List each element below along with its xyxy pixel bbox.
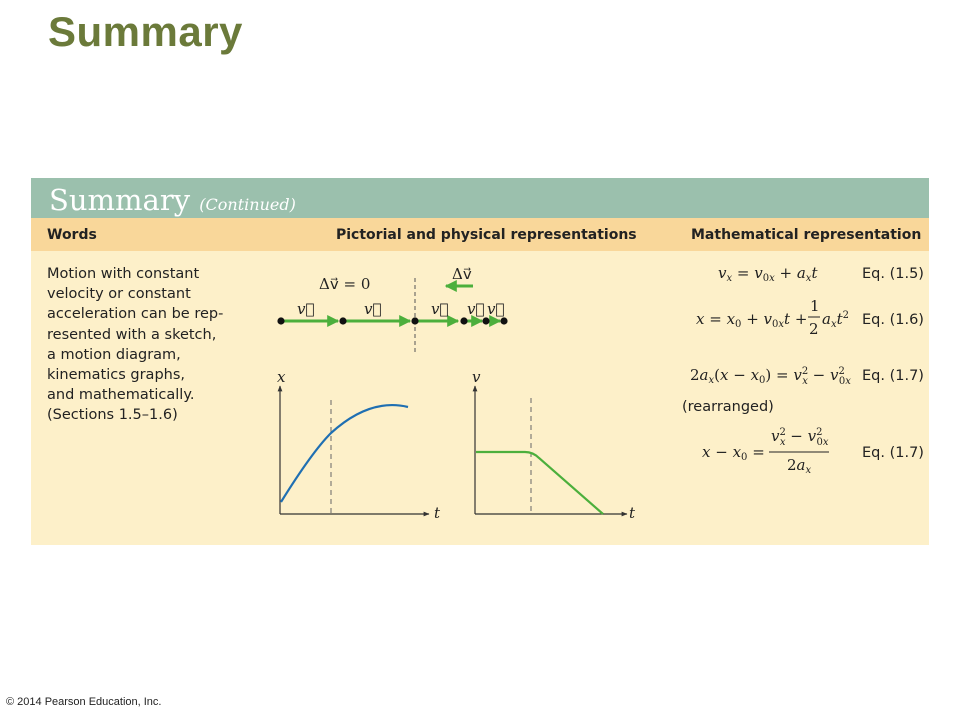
v-label: v⃗ xyxy=(364,300,382,318)
equation-4-lhs: $x - x_0$ = xyxy=(702,443,765,463)
equation-2-tail: $a_xt^2$ xyxy=(822,310,849,330)
equation-4-numerator: $v^2$ $x - v^2$ 0x xyxy=(771,427,829,448)
x-graph-y-label: x xyxy=(277,368,286,386)
rearranged-note: (rearranged) xyxy=(682,399,774,415)
position-curve xyxy=(281,405,408,502)
delta-v-zero-label: Δv⃗ = 0 xyxy=(319,275,371,293)
equation-4-label: Eq. (1.7) xyxy=(862,445,924,461)
words-line: and mathematically. xyxy=(47,387,195,404)
velocity-curve xyxy=(476,452,603,514)
words-line: velocity or constant xyxy=(47,286,191,303)
position-dot xyxy=(277,317,284,324)
equation-3 xyxy=(690,366,924,387)
position-dot xyxy=(482,317,489,324)
v-label: v⃗ xyxy=(297,300,315,318)
equation-2-label: Eq. (1.6) xyxy=(862,312,924,328)
equation-3-label: Eq. (1.7) xyxy=(862,368,924,384)
column-header-words: Words xyxy=(47,227,97,243)
slide-title: Summary xyxy=(48,8,243,55)
equation-4-denominator: $2a_x$ xyxy=(787,456,812,476)
panel-title-text: Summary xyxy=(49,183,191,217)
v-label: v⃗ xyxy=(431,300,449,318)
equation-3-formula: $2a_x(x - x_0) = v^2$ $x - v^2$ 0x xyxy=(690,366,851,387)
equation-2-formula: $x = x_0 + v_0xt$ + xyxy=(696,310,808,330)
copyright-notice: © 2014 Pearson Education, Inc. xyxy=(6,696,162,708)
words-line: a motion diagram, xyxy=(47,346,181,363)
column-header-pictorial: Pictorial and physical representations xyxy=(336,227,637,243)
words-line: kinematics graphs, xyxy=(47,367,186,384)
velocity-time-graph xyxy=(472,368,636,522)
v-label: v⃗ xyxy=(487,300,505,318)
delta-v-label: Δv⃗ xyxy=(452,265,472,283)
position-time-graph xyxy=(277,368,441,522)
v-graph-y-label: v xyxy=(472,368,481,386)
position-dot xyxy=(460,317,467,324)
words-line: resented with a sketch, xyxy=(47,326,217,343)
column-header-math: Mathematical representation xyxy=(691,227,922,243)
position-dot xyxy=(500,317,507,324)
equation-1-formula: $v_x = v_0x + a_xt$ xyxy=(718,264,818,284)
motion-diagram xyxy=(277,265,507,353)
summary-panel xyxy=(31,178,929,545)
equation-2 xyxy=(696,297,924,338)
equation-1 xyxy=(718,264,924,284)
words-line: (Sections 1.5–1.6) xyxy=(47,407,178,424)
position-dot xyxy=(411,317,418,324)
equation-2-fraction-numerator: 1 xyxy=(810,297,820,315)
equation-4 xyxy=(702,427,924,476)
x-graph-x-label: t xyxy=(434,504,441,522)
equation-1-label: Eq. (1.5) xyxy=(862,266,924,282)
position-dot xyxy=(339,317,346,324)
words-line: Motion with constant xyxy=(47,266,200,282)
panel-subtitle: (Continued) xyxy=(199,195,296,214)
representations-figure xyxy=(31,178,929,545)
words-line: acceleration can be rep- xyxy=(47,306,224,323)
v-label: v⃗ xyxy=(467,300,485,318)
equation-2-fraction-denominator: 2 xyxy=(809,320,819,338)
v-graph-x-label: t xyxy=(629,504,636,522)
